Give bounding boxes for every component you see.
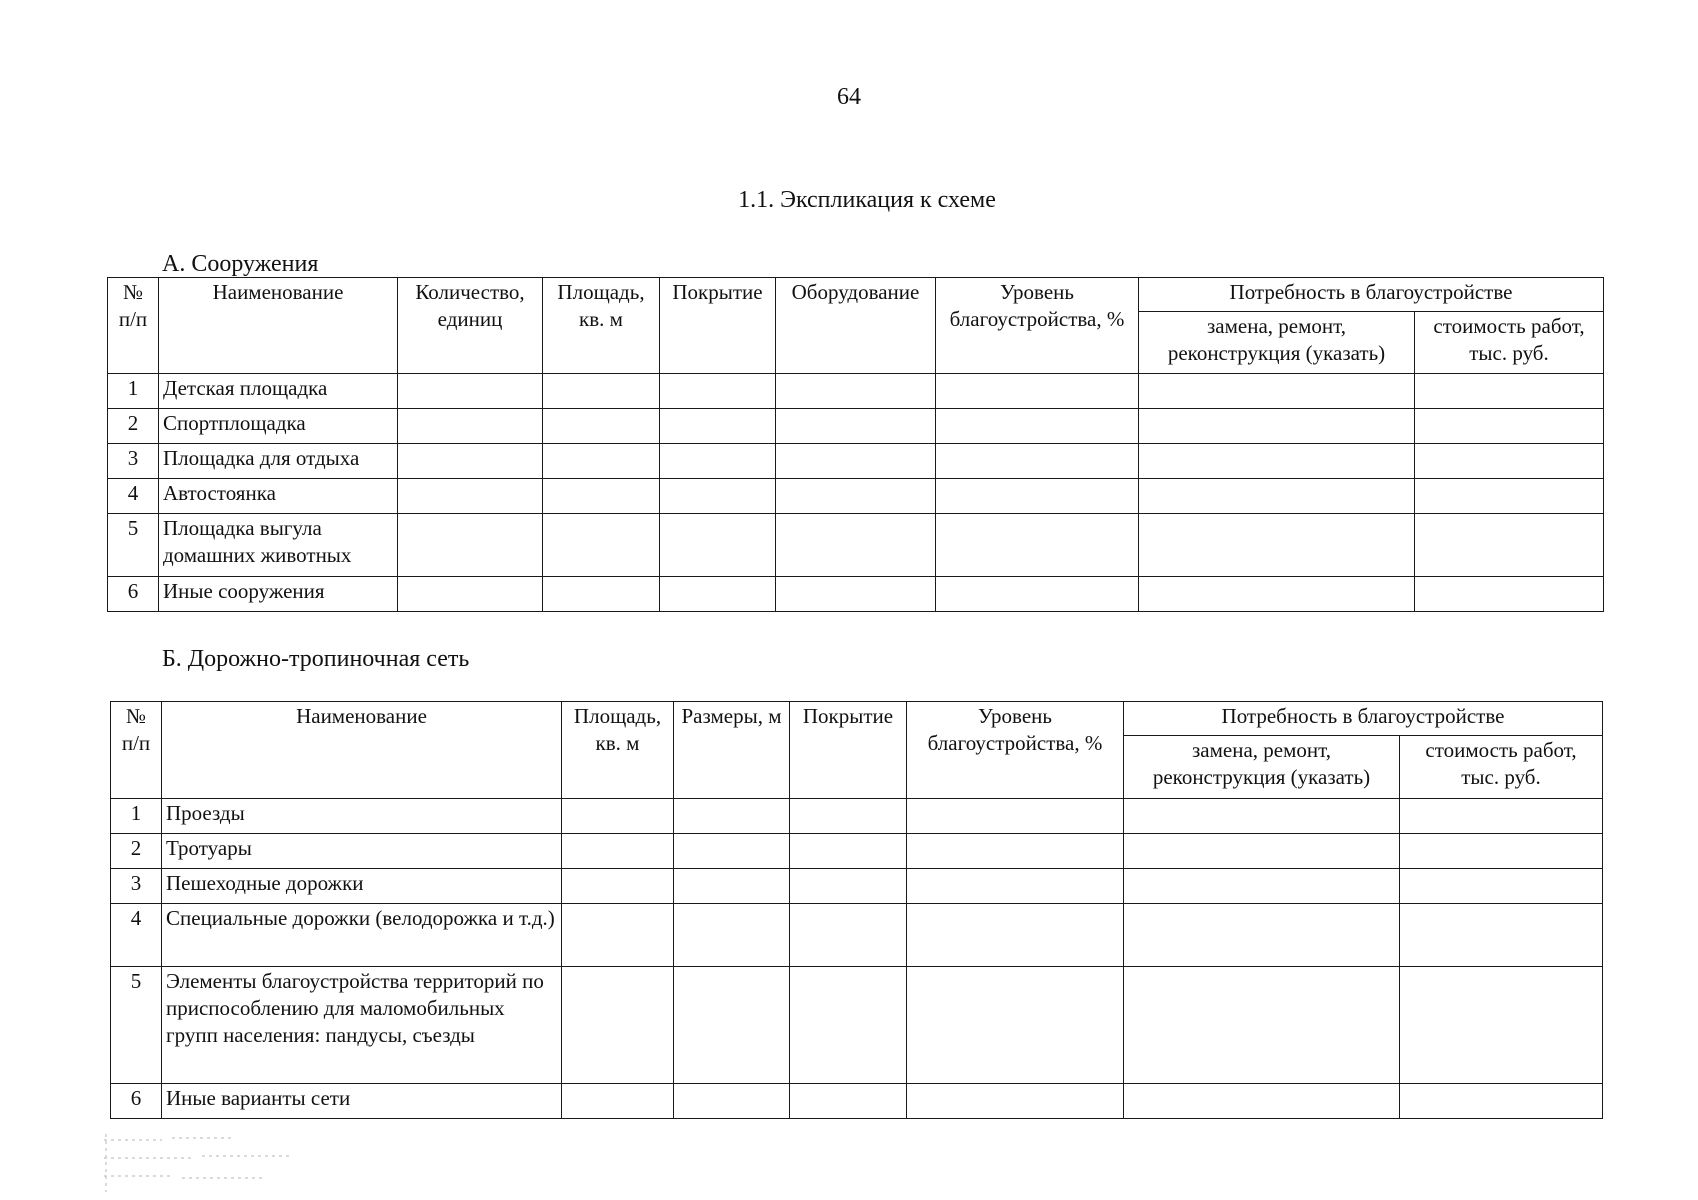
column-header-name: Наименование bbox=[159, 278, 398, 374]
cell-replace bbox=[1124, 799, 1400, 834]
cell-sizes bbox=[674, 904, 790, 967]
cell-quantity bbox=[398, 577, 543, 612]
cell-surface bbox=[660, 514, 776, 577]
cell-cost bbox=[1415, 479, 1604, 514]
cell-area bbox=[562, 799, 674, 834]
cell-replace bbox=[1139, 409, 1415, 444]
cell-level bbox=[936, 577, 1139, 612]
column-header-cost: стоимость работ, тыс. руб. bbox=[1415, 312, 1604, 374]
table-row bbox=[111, 967, 1603, 1084]
cell-quantity bbox=[398, 479, 543, 514]
cell-equipment bbox=[776, 479, 936, 514]
document-title: 1.1. Экспликация к схеме bbox=[738, 187, 996, 213]
cell-level bbox=[907, 967, 1124, 1084]
cell-quantity bbox=[398, 409, 543, 444]
row-name: Детская площадка bbox=[159, 374, 398, 409]
cell-replace bbox=[1124, 869, 1400, 904]
row-number: 2 bbox=[111, 834, 162, 869]
cell-area bbox=[562, 967, 674, 1084]
table-row bbox=[111, 904, 1603, 967]
cell-cost bbox=[1415, 444, 1604, 479]
cell-replace bbox=[1139, 479, 1415, 514]
row-number: 3 bbox=[108, 444, 159, 479]
page-number: 64 bbox=[837, 84, 861, 110]
table-row bbox=[111, 1084, 1603, 1119]
cell-cost bbox=[1400, 904, 1603, 967]
column-header-num: № п/п bbox=[108, 278, 159, 374]
cell-area bbox=[543, 374, 660, 409]
section-a-title: А. Сооружения bbox=[162, 251, 319, 277]
column-header-quantity: Количество, единиц bbox=[398, 278, 543, 374]
column-header-replace: замена, ремонт, реконструкция (указать) bbox=[1139, 312, 1415, 374]
column-header-need: Потребность в благоустройстве bbox=[1139, 278, 1604, 312]
table-row bbox=[111, 799, 1603, 834]
row-number: 6 bbox=[108, 577, 159, 612]
row-number: 4 bbox=[108, 479, 159, 514]
row-name: Площадка выгула домашних животных bbox=[159, 514, 398, 577]
cell-level bbox=[936, 409, 1139, 444]
cell-replace bbox=[1124, 904, 1400, 967]
structures-table bbox=[107, 277, 1604, 612]
cell-cost bbox=[1400, 799, 1603, 834]
cell-level bbox=[907, 799, 1124, 834]
cell-level bbox=[907, 869, 1124, 904]
cell-cost bbox=[1400, 967, 1603, 1084]
cell-sizes bbox=[674, 967, 790, 1084]
cell-sizes bbox=[674, 1084, 790, 1119]
cell-equipment bbox=[776, 577, 936, 612]
column-header-name: Наименование bbox=[162, 702, 562, 799]
row-name: Пешеходные дорожки bbox=[162, 869, 562, 904]
cell-level bbox=[907, 834, 1124, 869]
row-number: 1 bbox=[108, 374, 159, 409]
row-name: Иные сооружения bbox=[159, 577, 398, 612]
row-name: Иные варианты сети bbox=[162, 1084, 562, 1119]
cell-replace bbox=[1124, 967, 1400, 1084]
cell-replace bbox=[1124, 834, 1400, 869]
cell-area bbox=[543, 444, 660, 479]
column-header-surface: Покрытие bbox=[790, 702, 907, 799]
column-header-num: № п/п bbox=[111, 702, 162, 799]
column-header-sizes: Размеры, м bbox=[674, 702, 790, 799]
table-row bbox=[108, 444, 1604, 479]
cell-cost bbox=[1400, 869, 1603, 904]
row-number: 4 bbox=[111, 904, 162, 967]
cell-replace bbox=[1139, 577, 1415, 612]
cell-surface bbox=[660, 409, 776, 444]
cell-sizes bbox=[674, 869, 790, 904]
cell-sizes bbox=[674, 799, 790, 834]
column-header-level: Уровень благоустройства, % bbox=[936, 278, 1139, 374]
cell-cost bbox=[1415, 514, 1604, 577]
cell-cost bbox=[1400, 1084, 1603, 1119]
cell-equipment bbox=[776, 409, 936, 444]
cell-level bbox=[936, 374, 1139, 409]
row-name: Автостоянка bbox=[159, 479, 398, 514]
row-number: 5 bbox=[111, 967, 162, 1084]
cell-surface bbox=[790, 834, 907, 869]
cell-surface bbox=[660, 374, 776, 409]
cell-area bbox=[562, 1084, 674, 1119]
cell-area bbox=[562, 869, 674, 904]
table-row bbox=[111, 869, 1603, 904]
cell-level bbox=[907, 904, 1124, 967]
cell-quantity bbox=[398, 514, 543, 577]
cell-surface bbox=[790, 967, 907, 1084]
cell-quantity bbox=[398, 374, 543, 409]
row-name: Тротуары bbox=[162, 834, 562, 869]
row-name: Проезды bbox=[162, 799, 562, 834]
cell-surface bbox=[790, 799, 907, 834]
cell-surface bbox=[660, 479, 776, 514]
cell-area bbox=[543, 577, 660, 612]
cell-level bbox=[936, 479, 1139, 514]
cell-surface bbox=[790, 1084, 907, 1119]
cell-area bbox=[562, 904, 674, 967]
column-header-level: Уровень благоустройства, % bbox=[907, 702, 1124, 799]
cell-replace bbox=[1139, 514, 1415, 577]
cell-level bbox=[907, 1084, 1124, 1119]
cell-surface bbox=[660, 577, 776, 612]
column-header-need: Потребность в благоустройстве bbox=[1124, 702, 1603, 736]
cell-quantity bbox=[398, 444, 543, 479]
cell-sizes bbox=[674, 834, 790, 869]
cell-replace bbox=[1139, 444, 1415, 479]
cell-equipment bbox=[776, 374, 936, 409]
cell-area bbox=[562, 834, 674, 869]
table-row bbox=[108, 514, 1604, 577]
column-header-area: Площадь, кв. м bbox=[562, 702, 674, 799]
cell-area bbox=[543, 479, 660, 514]
table-row bbox=[108, 479, 1604, 514]
section-b-title: Б. Дорожно-тропиночная сеть bbox=[162, 646, 470, 672]
column-header-surface: Покрытие bbox=[660, 278, 776, 374]
table-row bbox=[108, 409, 1604, 444]
row-number: 5 bbox=[108, 514, 159, 577]
cell-level bbox=[936, 514, 1139, 577]
cell-surface bbox=[660, 444, 776, 479]
row-name: Площадка для отдыха bbox=[159, 444, 398, 479]
table-header-row bbox=[108, 278, 1604, 312]
column-header-equipment: Оборудование bbox=[776, 278, 936, 374]
cell-equipment bbox=[776, 444, 936, 479]
cell-equipment bbox=[776, 514, 936, 577]
column-header-cost: стоимость работ, тыс. руб. bbox=[1400, 736, 1603, 799]
cell-replace bbox=[1124, 1084, 1400, 1119]
row-name: Спортплощадка bbox=[159, 409, 398, 444]
row-name: Специальные дорожки (велодорожка и т.д.) bbox=[162, 904, 562, 967]
table-header-row bbox=[111, 702, 1603, 736]
cell-area bbox=[543, 514, 660, 577]
cell-cost bbox=[1415, 577, 1604, 612]
cell-area bbox=[543, 409, 660, 444]
cell-cost bbox=[1415, 409, 1604, 444]
table-row bbox=[111, 834, 1603, 869]
column-header-area: Площадь, кв. м bbox=[543, 278, 660, 374]
scan-artifact bbox=[102, 1128, 322, 1198]
cell-cost bbox=[1415, 374, 1604, 409]
table-row bbox=[108, 374, 1604, 409]
row-number: 2 bbox=[108, 409, 159, 444]
row-number: 3 bbox=[111, 869, 162, 904]
row-number: 6 bbox=[111, 1084, 162, 1119]
cell-surface bbox=[790, 869, 907, 904]
cell-surface bbox=[790, 904, 907, 967]
row-number: 1 bbox=[111, 799, 162, 834]
table-row bbox=[108, 577, 1604, 612]
cell-level bbox=[936, 444, 1139, 479]
road-network-table bbox=[110, 701, 1603, 1119]
column-header-replace: замена, ремонт, реконструкция (указать) bbox=[1124, 736, 1400, 799]
row-name: Элементы благоустройства территорий по приспособлению для маломобильных групп населения: пандусы, съезды bbox=[162, 967, 562, 1084]
cell-cost bbox=[1400, 834, 1603, 869]
cell-replace bbox=[1139, 374, 1415, 409]
